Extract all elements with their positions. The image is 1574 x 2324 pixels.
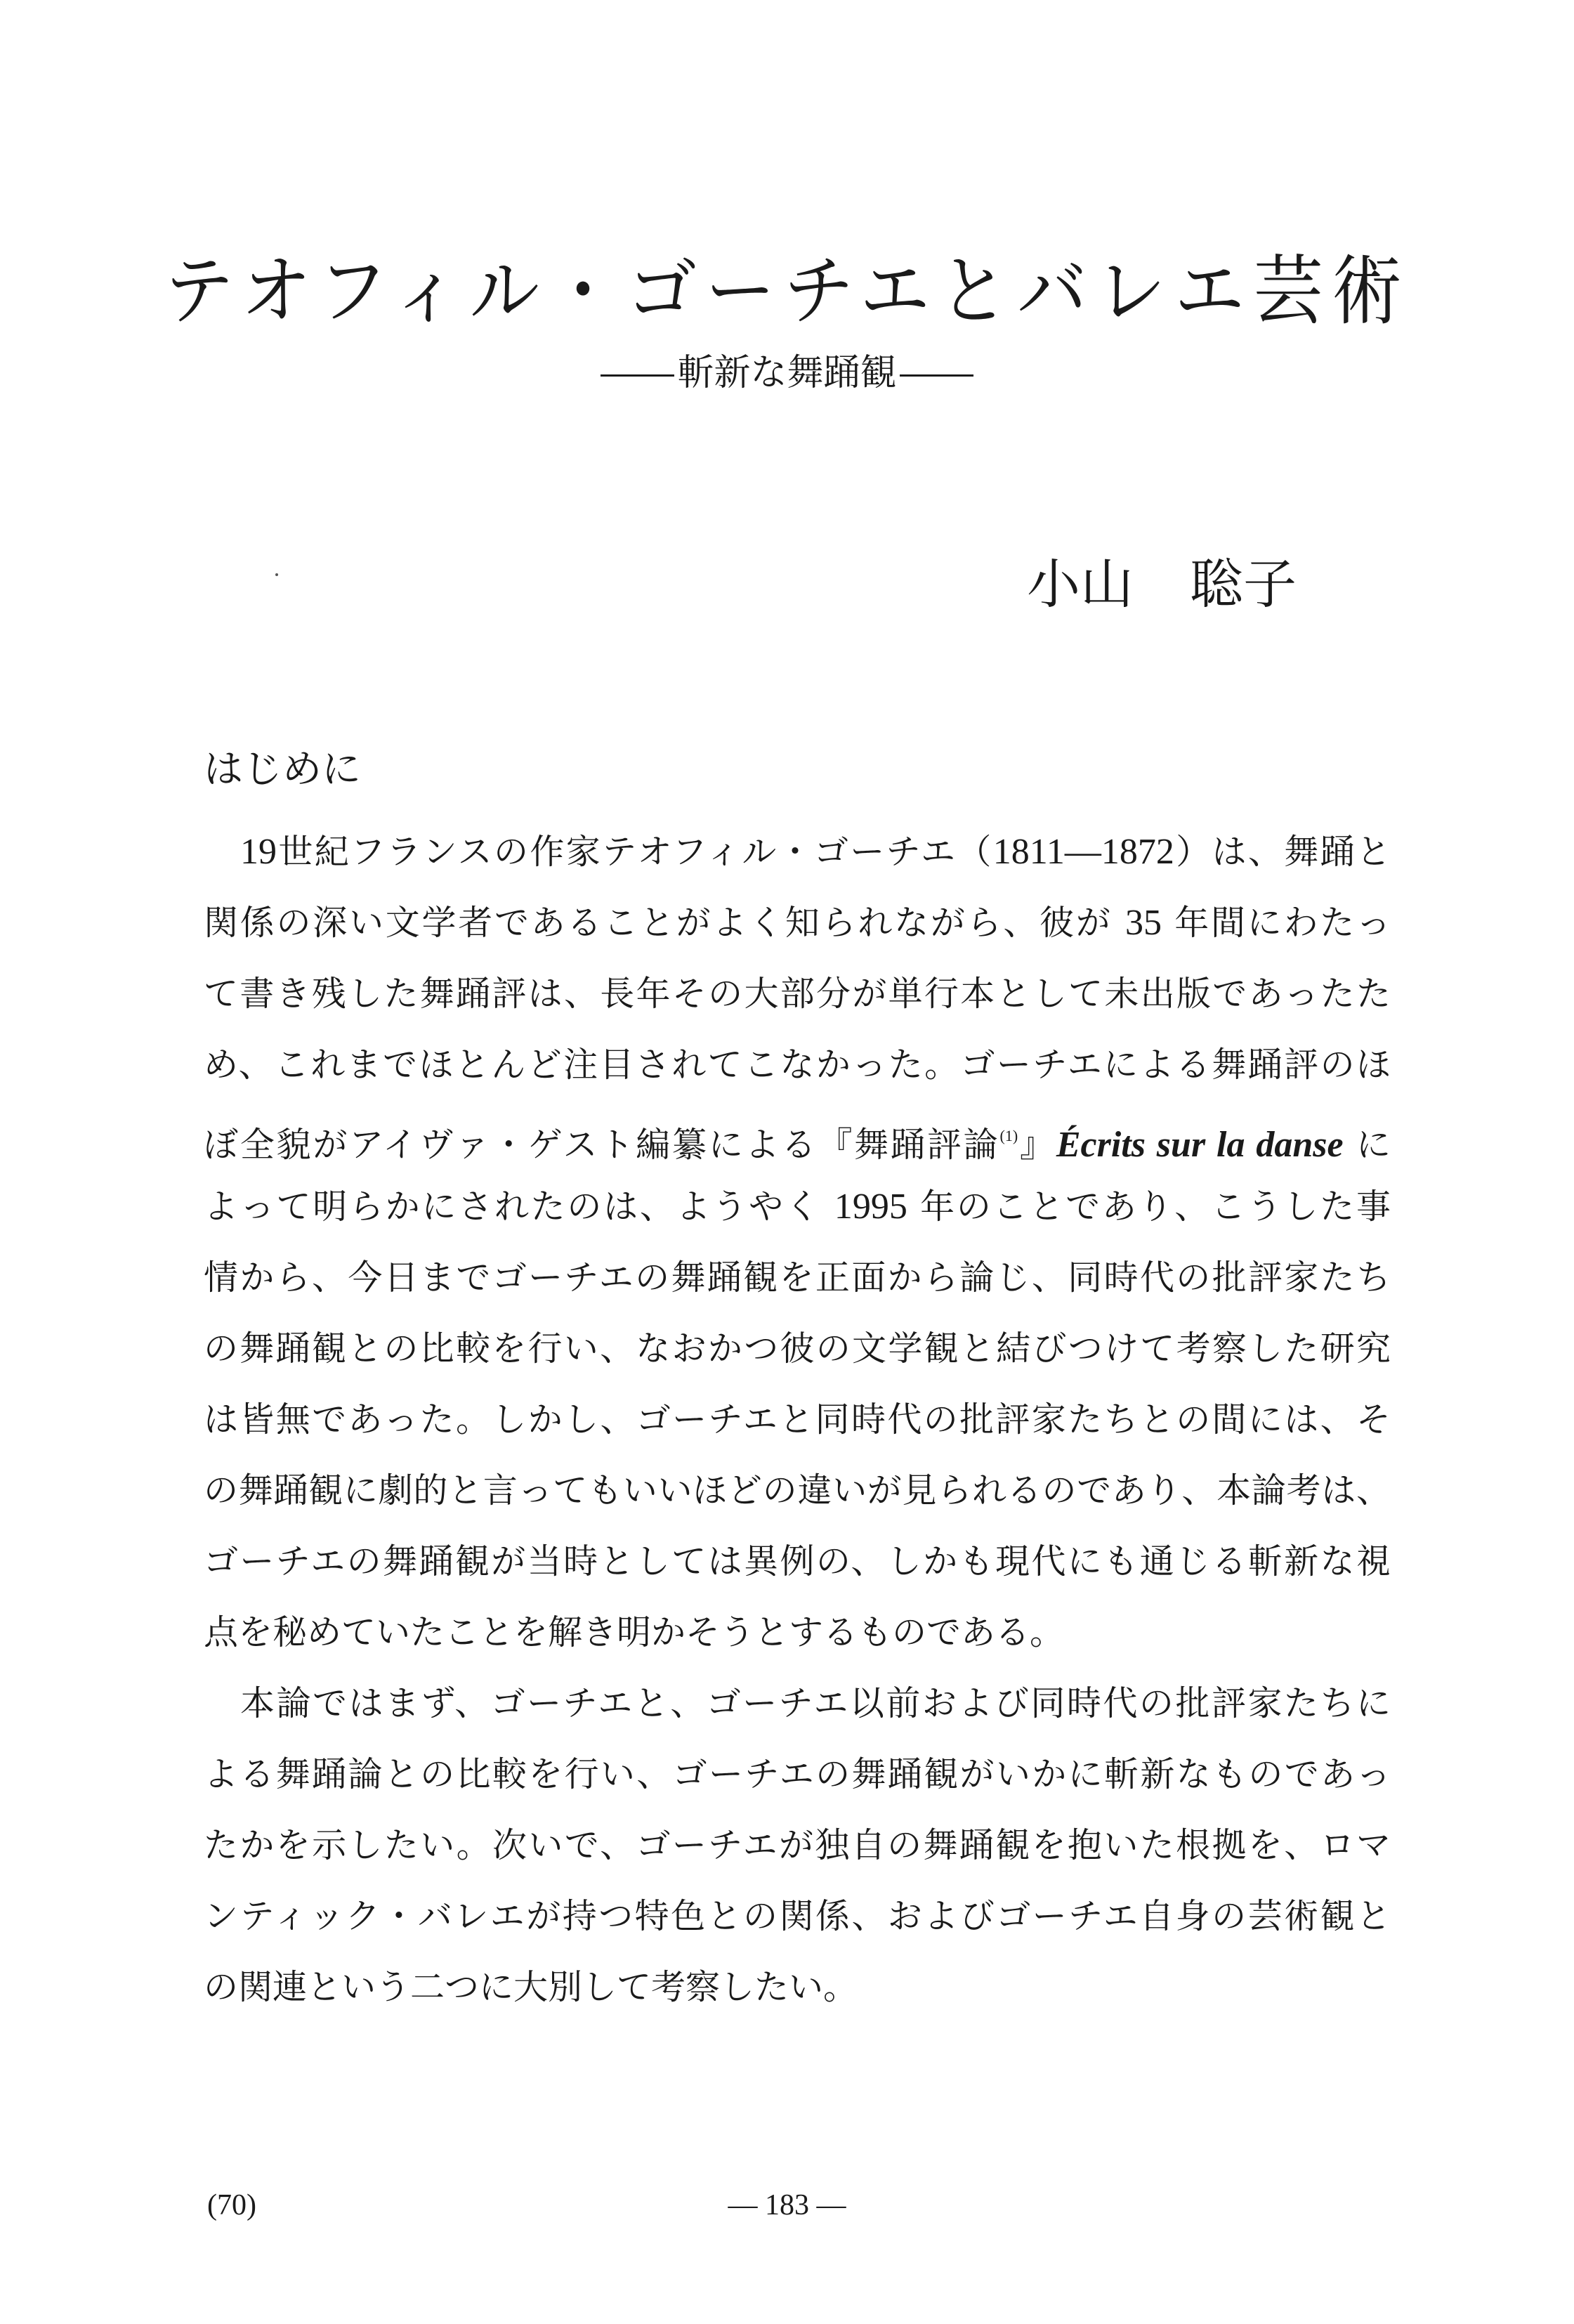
paragraph-line: 本論ではまず、ゴーチエと、ゴーチエ以前および同時代の批評家たちに (240, 1683, 1391, 1723)
paragraph-line: 情から、今日までゴーチエの舞踊観を正面から論じ、同時代の批評家たち (204, 1258, 1391, 1298)
scan-speck (275, 573, 278, 576)
footnote-marker: (1) (999, 1127, 1018, 1144)
book-title-french: Écrits sur la danse (1056, 1125, 1344, 1165)
author-surname: 小山 (1027, 553, 1134, 615)
paragraph-line: たかを示したい。次いで、ゴーチエが独自の舞踊観を抱いた根拠を、ロマ (204, 1825, 1391, 1865)
subtitle-text: 斬新な舞踊観 (677, 352, 897, 394)
footer-page-number-center: — 183 — (728, 2189, 846, 2221)
paragraph-line: ぼ全貌がアイヴァ・ゲスト編纂による『舞踊評論$^{(1)}$』Écrits sur la danse に (204, 1125, 1391, 1165)
body-text (204, 816, 1391, 2023)
subtitle (0, 351, 1574, 395)
paragraph-line: ンティック・バレエが持つ特色との関係、およびゴーチエ自身の芸術観と (204, 1896, 1391, 1936)
paragraph-line: て書き残した舞踊評は、長年その大部分が単行本として未出版であったた (204, 974, 1391, 1014)
author-name (1027, 555, 1297, 614)
paragraph-line: 点を秘めていたことを解き明かそうとするものである。 (204, 1612, 1065, 1652)
paragraph-line: よる舞踊論との比較を行い、ゴーチエの舞踊観がいかに斬新なものであっ (204, 1754, 1391, 1794)
paragraph-line: ゴーチエの舞踊観が当時としては異例の、しかも現代にも通じる斬新な視 (204, 1541, 1391, 1581)
section-heading: はじめに (204, 747, 361, 792)
footer-page-number-left: (70) (207, 2189, 256, 2221)
subtitle-dash-right (900, 374, 973, 377)
paragraph-line: よって明らかにされたのは、ようやく 1995 年のことであり、こうした事 (204, 1187, 1391, 1227)
subtitle-dash-left (601, 374, 674, 377)
paragraph-line: 関係の深い文学者であることがよく知られながら、彼が 35 年間にわたっ (204, 903, 1391, 943)
paragraph-line: の関連という二つに大別して考察したい。 (204, 1967, 858, 2007)
page-title: テオフィル・ゴーチエとバレエ芸術 (164, 247, 1410, 336)
paragraph-line: め、これまでほとんど注目されてこなかった。ゴーチエによる舞踊評のほ (204, 1045, 1391, 1085)
paragraph-line: 19世紀フランスの作家テオフィル・ゴーチエ（1811—1872）は、舞踊と (240, 832, 1391, 872)
paragraph-line: の舞踊観との比較を行い、なおかつ彼の文学観と結びつけて考察した研究 (204, 1329, 1391, 1369)
paragraph-line: は皆無であった。しかし、ゴーチエと同時代の批評家たちとの間には、そ (204, 1399, 1391, 1440)
paragraph-line: の舞踊観に劇的と言ってもいいほどの違いが見られるのであり、本論考は、 (204, 1470, 1391, 1510)
author-given-name: 聡子 (1190, 553, 1297, 615)
